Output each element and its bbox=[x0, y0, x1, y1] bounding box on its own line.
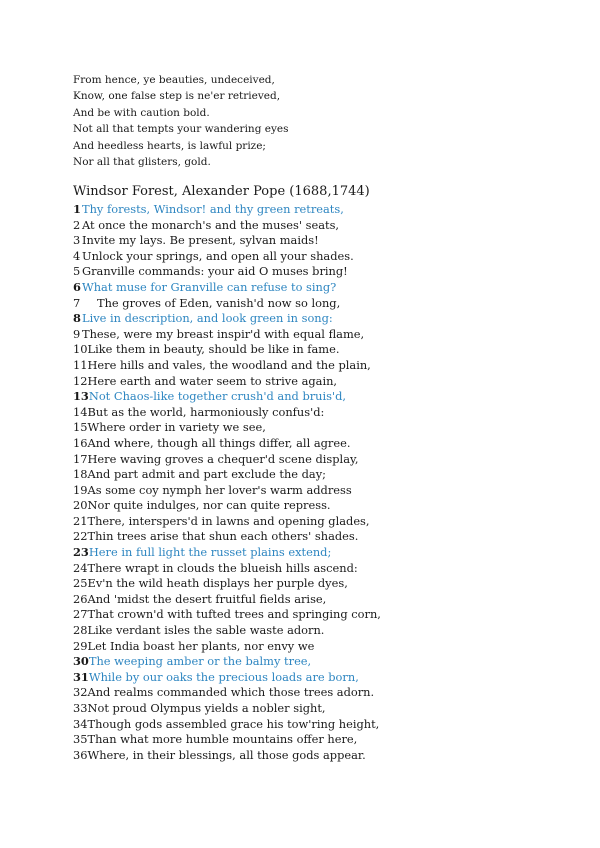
line-text: Granville commands: your aid O muses bring! bbox=[82, 264, 348, 279]
poem-line bbox=[73, 592, 381, 608]
line-number: 35 bbox=[73, 732, 88, 747]
line-number: 14 bbox=[73, 404, 88, 419]
poem-line bbox=[73, 233, 381, 249]
poem-line bbox=[73, 639, 381, 655]
poem-line bbox=[73, 685, 381, 701]
poem-line bbox=[73, 311, 381, 327]
poem-line bbox=[73, 452, 381, 468]
line-number: 1 bbox=[73, 202, 81, 216]
line-number: 29 bbox=[73, 638, 88, 653]
poem-lines bbox=[73, 202, 381, 763]
line-number: 32 bbox=[73, 685, 88, 700]
line-text: At once the monarch's and the muses' seats, bbox=[82, 217, 340, 232]
highlighted-line-text: Thy forests, Windsor! and thy green retreats, bbox=[82, 202, 344, 216]
line-text: Let India boast her plants, nor envy we bbox=[87, 638, 315, 653]
highlighted-line-text: Not Chaos-like together crush'd and bruis'd, bbox=[88, 389, 347, 404]
stanza-line: And heedless hearts, is lawful prize; bbox=[73, 139, 266, 152]
poem-line bbox=[73, 218, 381, 234]
line-number: 6 bbox=[73, 279, 81, 294]
line-number: 2 bbox=[73, 217, 81, 232]
poem-line bbox=[73, 514, 381, 530]
line-text: And where, though all things differ, all agree. bbox=[87, 435, 351, 450]
stanza-line: Know, one false step is ne'er retrieved, bbox=[73, 90, 281, 103]
poem-line bbox=[73, 670, 381, 686]
poem-line bbox=[73, 561, 381, 577]
poem-line bbox=[73, 483, 381, 499]
line-number: 3 bbox=[73, 233, 81, 248]
line-text: But as the world, harmoniously confus'd: bbox=[87, 404, 325, 419]
line-text: Than what more humble mountains offer here, bbox=[87, 732, 358, 747]
stanza-line: From hence, ye beauties, undeceived, bbox=[73, 74, 275, 86]
poem-line bbox=[73, 264, 381, 280]
line-number: 31 bbox=[73, 669, 89, 684]
line-text: And 'midst the desert fruitful fields arise, bbox=[87, 591, 327, 606]
line-text: These, were my breast inspir'd with equal flame, bbox=[82, 326, 365, 341]
line-number: 15 bbox=[73, 420, 88, 435]
poem-line bbox=[73, 249, 381, 265]
line-number: 4 bbox=[73, 248, 81, 263]
poem-line bbox=[73, 498, 381, 514]
line-number: 21 bbox=[73, 513, 88, 528]
poem-line bbox=[73, 405, 381, 421]
line-text: Where, in their blessings, all those gods appear. bbox=[87, 747, 366, 762]
line-text: Like verdant isles the sable waste adorn. bbox=[87, 623, 325, 638]
highlighted-line-text: Live in description, and look green in song: bbox=[82, 311, 333, 326]
highlighted-line-text: Here in full light the russet plains extend; bbox=[88, 545, 332, 560]
line-text: Thin trees arise that shun each others' shades. bbox=[87, 529, 359, 544]
poem-line bbox=[73, 701, 381, 717]
line-text: Here earth and water seem to strive again, bbox=[87, 373, 338, 388]
line-text: And realms commanded which those trees adorn. bbox=[87, 685, 375, 700]
line-number: 11 bbox=[73, 357, 88, 372]
poem-line bbox=[73, 545, 381, 561]
line-number: 25 bbox=[73, 576, 88, 591]
line-text: Where order in variety we see, bbox=[87, 420, 266, 435]
poem-line bbox=[73, 389, 381, 405]
stanza-line: Nor all that glisters, gold. bbox=[73, 156, 211, 169]
poem-line bbox=[73, 420, 381, 436]
line-text: The groves of Eden, vanish'd now so long, bbox=[97, 295, 341, 310]
line-text: And part admit and part exclude the day; bbox=[87, 467, 326, 482]
poem-line bbox=[73, 342, 381, 358]
line-number: 19 bbox=[73, 482, 88, 497]
line-text: That crown'd with tufted trees and springing corn, bbox=[87, 607, 381, 622]
line-number: 28 bbox=[73, 623, 88, 638]
poem-line bbox=[73, 374, 381, 390]
line-number: 10 bbox=[73, 342, 88, 357]
highlighted-line-text: What muse for Granville can refuse to sing? bbox=[82, 279, 337, 294]
poem-line bbox=[73, 732, 381, 748]
line-text: Not proud Olympus yields a nobler sight, bbox=[87, 701, 326, 715]
poem-line bbox=[73, 717, 381, 733]
line-text: Here waving groves a chequer'd scene display, bbox=[87, 451, 359, 466]
line-number: 16 bbox=[73, 435, 88, 450]
poem-title: Windsor Forest, Alexander Pope (1688,1744) bbox=[73, 184, 370, 199]
poem-line bbox=[73, 607, 381, 623]
line-text: There, interspers'd in lawns and opening glades, bbox=[87, 513, 370, 528]
line-number: 34 bbox=[73, 716, 88, 731]
line-text: Nor quite indulges, nor can quite repress. bbox=[87, 498, 331, 513]
stanza-line: Not all that tempts your wandering eyes bbox=[73, 123, 289, 136]
poem-line bbox=[73, 654, 381, 670]
line-text: Here hills and vales, the woodland and the plain, bbox=[87, 357, 371, 372]
line-text: Invite my lays. Be present, sylvan maids! bbox=[82, 233, 319, 248]
line-number: 33 bbox=[73, 701, 88, 715]
poem-line bbox=[73, 467, 381, 483]
poem-line bbox=[73, 436, 381, 452]
line-number: 8 bbox=[73, 311, 81, 326]
highlighted-line-text: The weeping amber or the balmy tree, bbox=[88, 654, 312, 669]
poem-line bbox=[73, 748, 381, 764]
stanza-line: And be with caution bold. bbox=[73, 106, 210, 119]
stanza bbox=[73, 72, 289, 170]
poem-line bbox=[73, 358, 381, 374]
line-number: 12 bbox=[73, 373, 88, 388]
line-number: 13 bbox=[73, 389, 89, 404]
line-text: Unlock your springs, and open all your shades. bbox=[82, 248, 354, 263]
poem-line bbox=[73, 623, 381, 639]
poem-line bbox=[73, 202, 381, 218]
line-text: As some coy nymph her lover's warm address bbox=[87, 482, 352, 497]
line-number: 9 bbox=[73, 326, 81, 341]
line-number: 26 bbox=[73, 591, 88, 606]
line-number: 27 bbox=[73, 607, 88, 622]
highlighted-line-text: While by our oaks the precious loads are born, bbox=[88, 669, 359, 684]
line-number: 20 bbox=[73, 498, 88, 513]
line-number: 36 bbox=[73, 747, 88, 762]
poem-line bbox=[73, 280, 381, 296]
poem-line bbox=[73, 327, 381, 343]
line-text: There wrapt in clouds the blueish hills ascend: bbox=[87, 560, 358, 575]
poem-line bbox=[73, 529, 381, 545]
line-text: Like them in beauty, should be like in fame. bbox=[87, 342, 340, 357]
line-number: 23 bbox=[73, 545, 89, 560]
line-number: 22 bbox=[73, 529, 88, 544]
line-number: 5 bbox=[73, 264, 81, 279]
line-number: 30 bbox=[73, 654, 89, 669]
line-number: 18 bbox=[73, 467, 88, 482]
poem-line bbox=[73, 576, 381, 592]
line-number: 24 bbox=[73, 560, 88, 575]
line-text: Ev'n the wild heath displays her purple dyes, bbox=[87, 576, 348, 591]
line-number: 7 bbox=[73, 295, 81, 310]
line-number: 17 bbox=[73, 451, 88, 466]
poem-line bbox=[73, 296, 381, 312]
line-text: Though gods assembled grace his tow'ring height, bbox=[87, 716, 380, 731]
